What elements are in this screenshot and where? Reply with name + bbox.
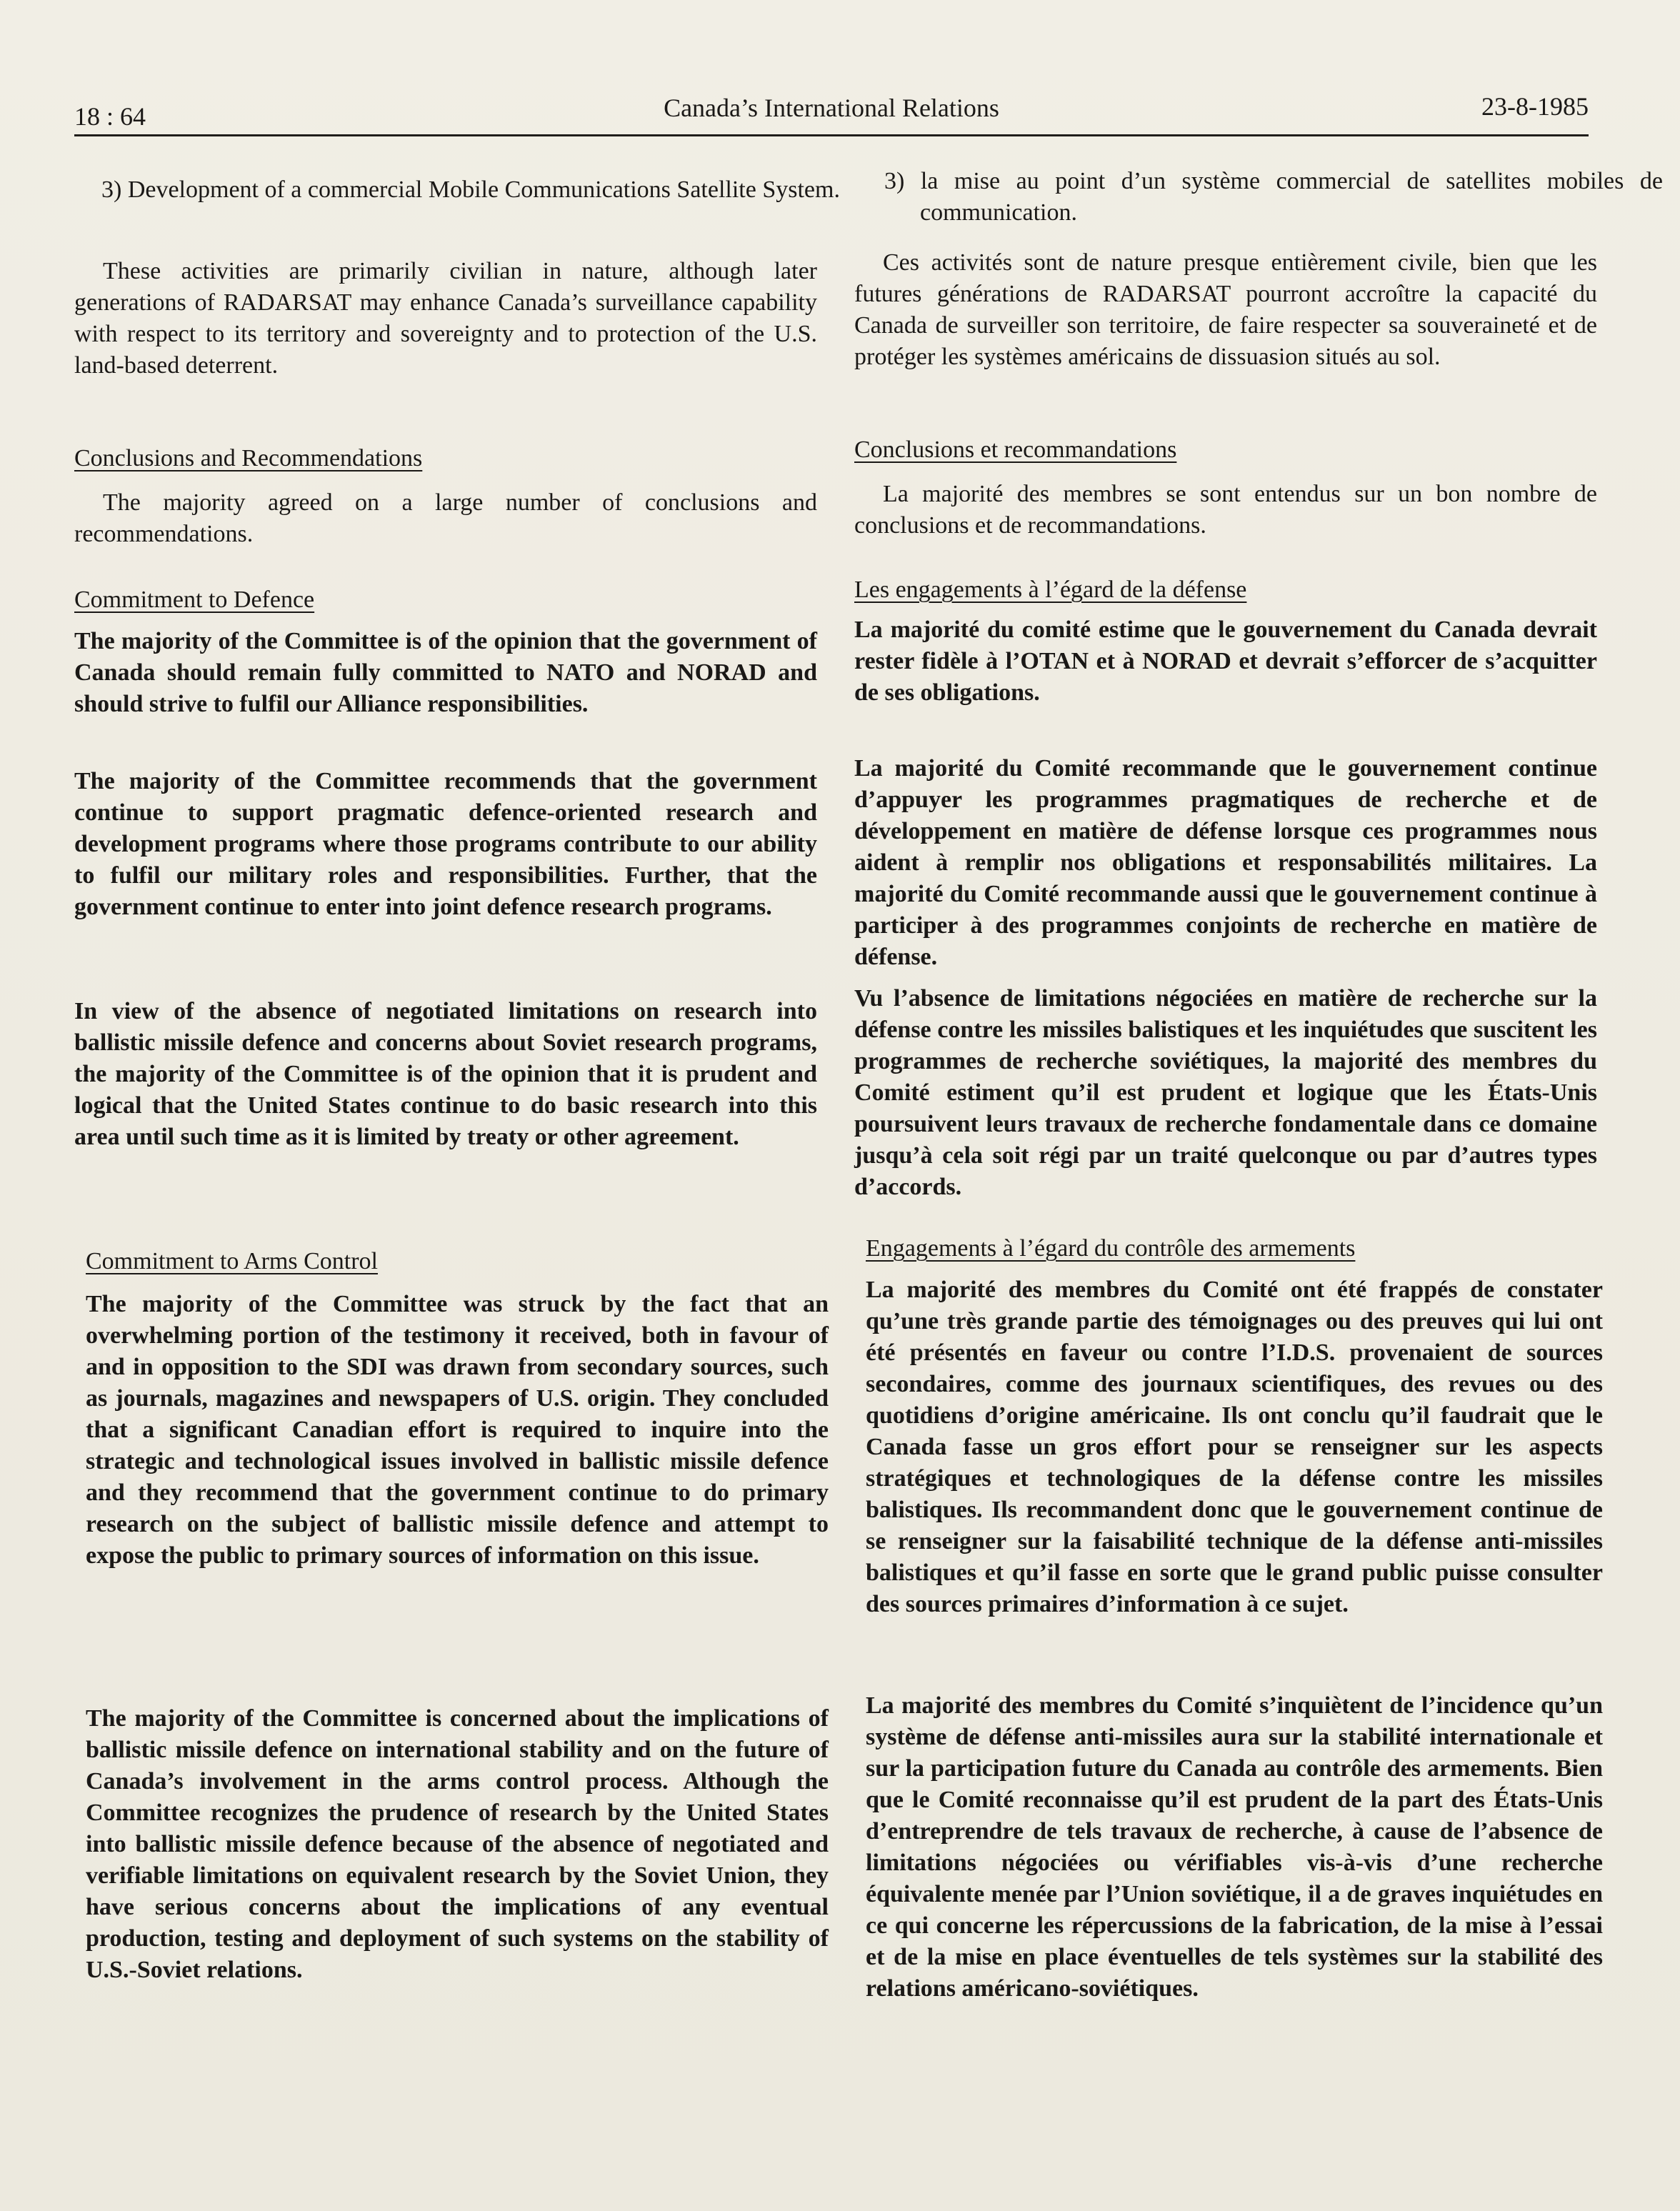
en-defence-paragraph-1: The majority of the Committee is of the opinion that the government of Canada should remain fully committed to NATO and NORAD and should strive to fulfil our Alliance responsibilities. bbox=[74, 628, 817, 717]
fr-conclusions-heading: Conclusions et recommandations bbox=[854, 436, 1177, 463]
header-rule bbox=[74, 134, 1589, 136]
en-conclusions-heading: Conclusions and Recommendations bbox=[74, 445, 423, 471]
running-title: Canada’s International Relations bbox=[664, 94, 999, 122]
en-conclusions-paragraph: The majority agreed on a large number of conclusions and recommendations. bbox=[74, 489, 817, 547]
fr-arms-heading: Engagements à l’égard du contrôle des armements bbox=[866, 1235, 1356, 1262]
en-defence-paragraph-2: The majority of the Committee recommends that the government continue to support pragmatic defence-oriented research and development programs where those programs contribute to our ability to fulfil our military roles and responsibilities. Further, that the government continue to enter into joint defence research programs. bbox=[74, 768, 817, 920]
fr-defence-paragraph-1: La majorité du comité estime que le gouvernement du Canada devrait rester fidèle à l’OTAN et à NORAD et devrait s’efforcer de s’acquitter de ses obligations. bbox=[854, 617, 1597, 706]
fr-activities-paragraph: Ces activités sont de nature presque entièrement civile, bien que les futures générations de RADARSAT pourront accroître la capacité du Canada de surveiller son territoire, de faire respecter sa souveraineté et de protéger les systèmes américains de dissuasion situés au sol. bbox=[854, 249, 1597, 370]
fr-defence-heading: Les engagements à l’égard de la défense bbox=[854, 577, 1247, 603]
fr-arms-paragraph-2: La majorité des membres du Comité s’inquiètent de l’incidence qu’un système de défense anti-missiles aura sur la stabilité internationale et sur la participation future du Canada au contrôle des armements. Bien que le Comité reconnaisse qu’il est prudent de la part des États-Unis d’entreprendre de tels travaux de recherche, à cause de l’absence de limitations négociées ou vérifiables vis-à-vis d’une recherche équivalente menée par l’Union soviétique, il a de graves inquiétudes en ce qui concerne les répercussions de la fabrication, de la mise à l’essai et de la mise en place éventuelles de tels systèmes sur la stabilité des relations américano-soviétiques. bbox=[866, 1692, 1603, 2002]
page-number: 18 : 64 bbox=[74, 102, 146, 131]
fr-arms-paragraph-1: La majorité des membres du Comité ont été frappés de constater qu’une très grande partie des témoignages ou des preuves qui lui ont été présentés en faveur ou contre l’I.D.S. provenaient de sources secondaires, comme des journaux scientifiques, des revues ou des quotidiens d’origine américaine. Ils ont conclu qu’il faudrait que le Canada fasse un gros effort pour se renseigner sur les aspects stratégiques et technologiques de la défense contre les missiles balistiques. Ils recommandent donc que le gouvernement continue de se renseigner sur la faisabilité technique de la défense anti-missiles balistiques et qu’il fasse en sorte que le grand public puisse consulter des sources primaires d’information à ce sujet. bbox=[866, 1277, 1603, 1617]
en-arms-paragraph-1: The majority of the Committee was struck by the fact that an overwhelming portion of the testimony it received, both in favour of and in opposition to the SDI was drawn from secondary sources, such as journals, magazines and newspapers of U.S. origin. They concluded that a significant Canadian effort is required to inquire into the strategic and technological issues involved in ballistic missile defence and they recommend that the government continue to do primary research on the subject of ballistic missile defence and attempt to expose the public to primary sources of information on this issue. bbox=[86, 1291, 829, 1569]
en-activities-paragraph: These activities are primarily civilian in nature, although later generations of RADARSAT may enhance Canada’s surveillance capability with respect to its territory and sovereignty and to protection of the U.S. land-based deterrent. bbox=[74, 258, 817, 379]
header-date: 23-8-1985 bbox=[1481, 92, 1589, 121]
page-header bbox=[74, 91, 1589, 134]
fr-defence-paragraph-3: Vu l’absence de limitations négociées en matière de recherche sur la défense contre les missiles balistiques et les inquiétudes que suscitent les programmes de recherche soviétiques, la majorité des membres du Comité estiment qu’il est prudent et logique que les États-Unis poursuivent leurs travaux de recherche fondamentale dans ce domaine jusqu’à cela soit régi par un traité quelconque ou par d’autres types d’accords. bbox=[854, 985, 1597, 1200]
fr-defence-paragraph-2: La majorité du Comité recommande que le gouvernement continue d’appuyer les programmes pragmatiques de recherche et de développement en matière de défense lorsque ces programmes nous aident à remplir nos obligations et responsabilités militaires. La majorité du Comité recommande aussi que le gouvernement continue à participer à des programmes conjoints de recherche en matière de défense. bbox=[854, 755, 1597, 970]
fr-conclusions-paragraph: La majorité des membres se sont entendus sur un bon nombre de conclusions et de recommandations. bbox=[854, 481, 1597, 539]
fr-item-3: 3) la mise au point d’un système commercial de satellites mobiles de communication. bbox=[884, 168, 1663, 226]
en-arms-paragraph-2: The majority of the Committee is concerned about the implications of ballistic missile defence on international stability and on the future of Canada’s involvement in the arms control process. Although the Committee recognizes the prudence of research by the United States into ballistic missile defence because of the absence of negotiated and verifiable limitations on equivalent research by the Soviet Union, they have serious concerns about the implications of any eventual production, testing and deployment of such systems on the stability of U.S.-Soviet relations. bbox=[86, 1705, 829, 1983]
en-defence-paragraph-3: In view of the absence of negotiated limitations on research into ballistic missile defence and concerns about Soviet research programs, the majority of the Committee is of the opinion that it is prudent and logical that the United States continue to do basic research into this area until such time as it is limited by treaty or other agreement. bbox=[74, 998, 817, 1150]
en-arms-heading: Commitment to Arms Control bbox=[86, 1248, 378, 1274]
en-item-3: 3) Development of a commercial Mobile Communications Satellite System. bbox=[101, 176, 840, 203]
en-defence-heading: Commitment to Defence bbox=[74, 587, 315, 613]
